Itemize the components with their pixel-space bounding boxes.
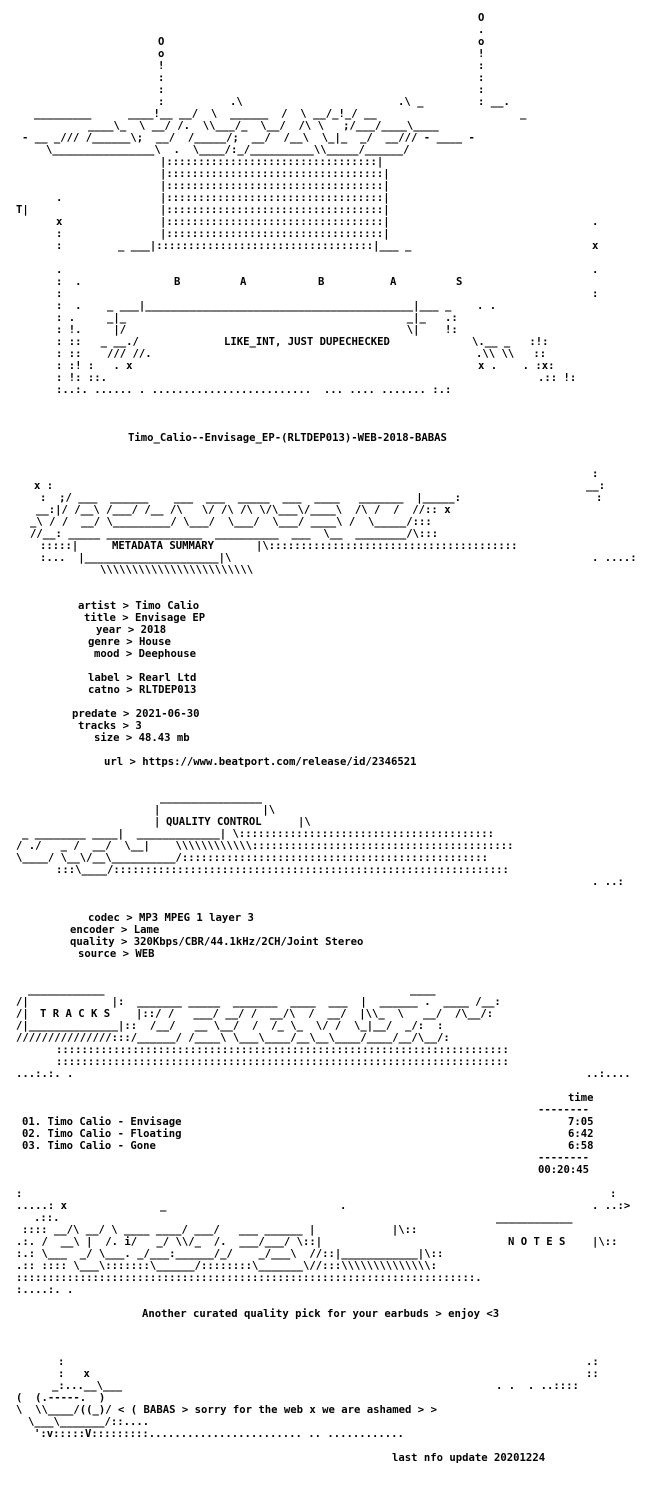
nfo-line: encoder > Lame — [70, 924, 160, 936]
nfo-line: \.__ _ :!: — [472, 336, 549, 348]
nfo-line: _ ________ ____| _____________| \:::::::::::::::::::::::::::::::::::::::: — [22, 828, 494, 840]
nfo-line: predate > 2021-06-30 — [72, 708, 200, 720]
nfo-line: ..:.... — [586, 1068, 631, 1080]
nfo-line: /|______________|:: /__/ __ \__/ / /_ \_ \/ / \_|__/ _/: : — [16, 1020, 444, 1032]
nfo-line: : — [16, 1188, 23, 1200]
nfo-line: : __. — [478, 96, 510, 108]
nfo-line: mood > Deephouse — [94, 648, 197, 660]
nfo-line: : !. |/ \| !: — [56, 324, 458, 336]
nfo-line: :: — [586, 1368, 599, 1380]
nfo-line: . — [56, 192, 63, 204]
nfo-line: ( (.-----. ) — [16, 1392, 106, 1404]
nfo-line: x : — [34, 480, 54, 492]
nfo-line: S — [456, 276, 463, 288]
nfo-line: ::::::::::::::::::::::::::::::::::::::::::::::::::::::::::::::::::::::::. — [16, 1272, 482, 1284]
nfo-line: \____/ \__\/__\__________/:::::::::::::::::::::::::::::::::::::::::::::::: — [16, 852, 488, 864]
nfo-line: . — [592, 264, 599, 276]
nfo-line: QUALITY CONTROL — [166, 816, 262, 828]
nfo-line: \ \\____/((_)/ < ( BABAS > sorry for the web x we are ashamed > > — [16, 1404, 437, 1416]
nfo-line: .\\ \\ :: — [476, 348, 547, 360]
nfo-line: : . _ ___|__________________________________________|___ _ . . — [56, 300, 497, 312]
nfo-line: \________________\ . \____/:_/__________\\_____/______/ — [46, 144, 410, 156]
nfo-line: . — [592, 216, 599, 228]
nfo-line: |:::::::::::::::::::::::::::::::::| — [160, 156, 384, 168]
nfo-line: .:: :::: \___\:::::::\______/::::::::\_______\//:::\\\\\\\\\\\\\\: — [16, 1260, 437, 1272]
nfo-line: time — [568, 1092, 594, 1104]
nfo-line: : — [478, 84, 485, 96]
nfo-line: quality > 320Kbps/CBR/44.1kHz/2CH/Joint Stereo — [70, 936, 364, 948]
nfo-line: : ;/ ___ ______ ___ ___ _____ ___ ____ _______ |_____: — [40, 492, 461, 504]
nfo-line: : — [56, 228, 63, 240]
nfo-line: _ ___|::::::::::::::::::::::::::::::::::|___ _ — [118, 240, 412, 252]
nfo-line: |\ — [298, 816, 311, 828]
nfo-line: last nfo update 20201224 — [392, 1452, 546, 1464]
nfo-line: ':v:::::V:::::::::........................ .. ............ — [34, 1428, 404, 1440]
nfo-line: |::::::::::::::::::::::::::::::::::| — [160, 216, 390, 228]
nfo-line: .\ _ — [398, 96, 424, 108]
nfo-line: .:: !: — [538, 372, 577, 384]
nfo-line: A — [240, 276, 247, 288]
nfo-line: : x — [58, 1368, 90, 1380]
nfo-line: codec > MP3 MPEG 1 layer 3 — [88, 912, 254, 924]
nfo-line: : — [58, 1356, 65, 1368]
nfo-line: ____\_ \ __/ /. \\___/_ \__/ /\ \ ;/___/____\____ — [88, 120, 439, 132]
nfo-line: artist > Timo Calio — [78, 600, 200, 612]
nfo-line: title > Envisage EP — [84, 612, 206, 624]
nfo-line: . . . ..:::: — [496, 1380, 579, 1392]
nfo-line: |::::::::::::::::::::::::::::::::::| — [160, 180, 390, 192]
nfo-line: /| — [16, 1008, 29, 1020]
nfo-line: 03. Timo Calio - Gone — [22, 1140, 156, 1152]
nfo-line: : — [592, 288, 599, 300]
nfo-line: _:...__\___ — [52, 1380, 123, 1392]
nfo-line: : :: /// //. — [56, 348, 152, 360]
nfo-line: x . . :x: — [478, 360, 555, 372]
nfo-line: . ....: — [592, 552, 637, 564]
nfo-line: B — [318, 276, 325, 288]
nfo-line: |::::::::::::::::::::::::::::::::::| — [160, 192, 390, 204]
nfo-line: tracks > 3 — [78, 720, 142, 732]
nfo-line: :..:. ...... . ......................... ... .... ....... :.: — [56, 384, 452, 396]
nfo-line: .: — [586, 1356, 599, 1368]
nfo-line: : — [158, 72, 165, 84]
nfo-line: :.: \___ _/ \___. _/___:______/_/ _/___\ //::|____________|\:: — [16, 1248, 444, 1260]
nfo-line: .::. — [34, 1212, 60, 1224]
nfo-line: _\ / / __/ \_________/ \___/ \___/ \___/ ____\ / \_____/::: — [30, 516, 432, 528]
nfo-line: / ./ _ / __/ \__| \\\\\\\\\\\\::::::::::::::::::::::::::::::::::::::::: — [16, 840, 514, 852]
nfo-line: . ..: — [592, 876, 624, 888]
nfo-line: |\::::::::::::::::::::::::::::::::::::::: — [256, 540, 518, 552]
nfo-line: o — [478, 36, 485, 48]
nfo-line: N O T E S — [508, 1236, 566, 1248]
nfo-line: Timo_Calio--Envisage_EP-(RLTDEP013)-WEB-2018-BABAS — [128, 432, 447, 444]
nfo-line: : — [610, 1188, 617, 1200]
nfo-line: -------- — [538, 1104, 590, 1116]
nfo-line: 00:20:45 — [538, 1164, 590, 1176]
nfo-line: :::: __/\ __/ \ ____ ____/ ___/ ___ ______ | |\:: — [22, 1224, 418, 1236]
nfo-line: : . _|_ _|_ .: — [56, 312, 458, 324]
nfo-line: x — [592, 240, 599, 252]
nfo-line: : — [56, 288, 63, 300]
nfo-line: : — [158, 84, 165, 96]
nfo-line: -------- — [538, 1152, 590, 1164]
nfo-line: ____!__ __/ \ ______ / \ __/_!_/ __ — [128, 108, 377, 120]
nfo-line: size > 48.43 mb — [94, 732, 190, 744]
nfo-line: :::\____/:::::::::::::::::::::::::::::::::::::::::::::::::::::::::::::: — [56, 864, 509, 876]
nfo-line: year > 2018 — [96, 624, 167, 636]
nfo-line: :::::| — [40, 540, 79, 552]
nfo-line: label > Rearl Ltd — [88, 672, 197, 684]
nfo-line: : :! : . x — [56, 360, 133, 372]
nfo-line: ____________ — [28, 984, 105, 996]
nfo-line: : . — [56, 276, 82, 288]
nfo-line: A — [390, 276, 397, 288]
nfo-line: : :: _ __./ — [56, 336, 139, 348]
nfo-line: :... |_____________________|\ — [40, 552, 232, 564]
nfo-line: . ..:> — [592, 1200, 631, 1212]
nfo-line: //__: _____ _______________ __________ ___ \__ ________/\::: — [30, 528, 439, 540]
nfo-line: B — [174, 276, 181, 288]
nfo-line: .:. / __\ | /. i/ _/ \\/_ /. ___/___/ \::| — [16, 1236, 323, 1248]
nfo-line: __:|/ /__\ /___/ /__ /\ \/ /\ /\ \/\___\/____\ /\ / / //:: x — [36, 504, 451, 516]
nfo-line: |::::::::::::::::::::::::::::::::::| — [160, 168, 390, 180]
nfo-line: : — [158, 96, 165, 108]
nfo-line: . — [56, 264, 63, 276]
nfo-line: . — [478, 24, 485, 36]
nfo-line: METADATA SUMMARY — [112, 540, 215, 552]
nfo-line: source > WEB — [78, 948, 155, 960]
nfo-line: ...:.:. . — [16, 1068, 74, 1080]
nfo-line: |\:: — [592, 1236, 618, 1248]
nfo-line: genre > House — [88, 636, 171, 648]
nfo-line: ! — [158, 60, 165, 72]
nfo-line: .....: x — [16, 1200, 68, 1212]
nfo-line: : — [56, 240, 63, 252]
nfo-line: \___\_______/::.... — [28, 1416, 150, 1428]
nfo-line: ///////////////:::/______/ /____\ \___\____/__\__\____/____/__/\__/: — [16, 1032, 450, 1044]
nfo-line: O — [478, 12, 485, 24]
nfo-line: \\\\\\\\\\\\\\\\\\\\\\\\ — [100, 564, 254, 576]
nfo-line: |::::::::::::::::::::::::::::::::::| — [160, 204, 390, 216]
nfo-line: : — [478, 60, 485, 72]
nfo-line: catno > RLTDEP013 — [88, 684, 197, 696]
nfo-line: _________ — [34, 108, 92, 120]
nfo-line: | — [154, 816, 161, 828]
nfo-line: _ — [520, 108, 527, 120]
nfo-line: ____ — [410, 984, 436, 996]
nfo-line: : — [596, 492, 603, 504]
nfo-line: x — [56, 216, 63, 228]
nfo-line: o — [158, 48, 165, 60]
nfo-line: . — [340, 1200, 347, 1212]
nfo-line: LIKE_INT, JUST DUPECHECKED — [224, 336, 390, 348]
nfo-line: ! — [478, 48, 485, 60]
nfo-line: .\ — [230, 96, 243, 108]
nfo-line: ::::::::::::::::::::::::::::::::::::::::::::::::::::::::::::::::::::::: — [56, 1044, 509, 1056]
nfo-line: _ — [160, 1200, 167, 1212]
nfo-line: O — [158, 36, 165, 48]
nfo-line: __: — [586, 480, 606, 492]
nfo-line: | |\ — [154, 804, 276, 816]
nfo-line: ____________ — [496, 1212, 573, 1224]
nfo-line: :....:. . — [16, 1284, 74, 1296]
nfo-line: Another curated quality pick for your earbuds > enjoy <3 — [142, 1308, 500, 1320]
nfo-line: /| |: _______ _____ _______ ____ ___ | ______ . ____ /__: — [16, 996, 501, 1008]
nfo-line: T R A C K S — [40, 1008, 111, 1020]
nfo-line: |::::::::::::::::::::::::::::::::::| — [160, 228, 390, 240]
nfo-line: |::/ / ___/ __/ / __/\ / __/ |\\_ \ __/ /\__/: — [136, 1008, 494, 1020]
nfo-line: : — [592, 468, 599, 480]
nfo-line: : !: ::. — [56, 372, 108, 384]
nfo-line: 01. Timo Calio - Envisage — [22, 1116, 182, 1128]
nfo-line: 6:58 — [568, 1140, 594, 1152]
nfo-line: 02. Timo Calio - Floating — [22, 1128, 182, 1140]
nfo-line: : — [478, 72, 485, 84]
nfo-line: url > https://www.beatport.com/release/id/2346521 — [104, 756, 417, 768]
nfo-line: T| — [16, 204, 29, 216]
nfo-line: - __ _/// /______\; __/ /_____/; __/ /__\ \_|_ _/ __/// - ____ - — [22, 132, 475, 144]
nfo-line: ::::::::::::::::::::::::::::::::::::::::::::::::::::::::::::::::::::::: — [56, 1056, 509, 1068]
nfo-line: ________________ — [160, 792, 263, 804]
nfo-line: 6:42 — [568, 1128, 594, 1140]
nfo-line: 7:05 — [568, 1116, 594, 1128]
